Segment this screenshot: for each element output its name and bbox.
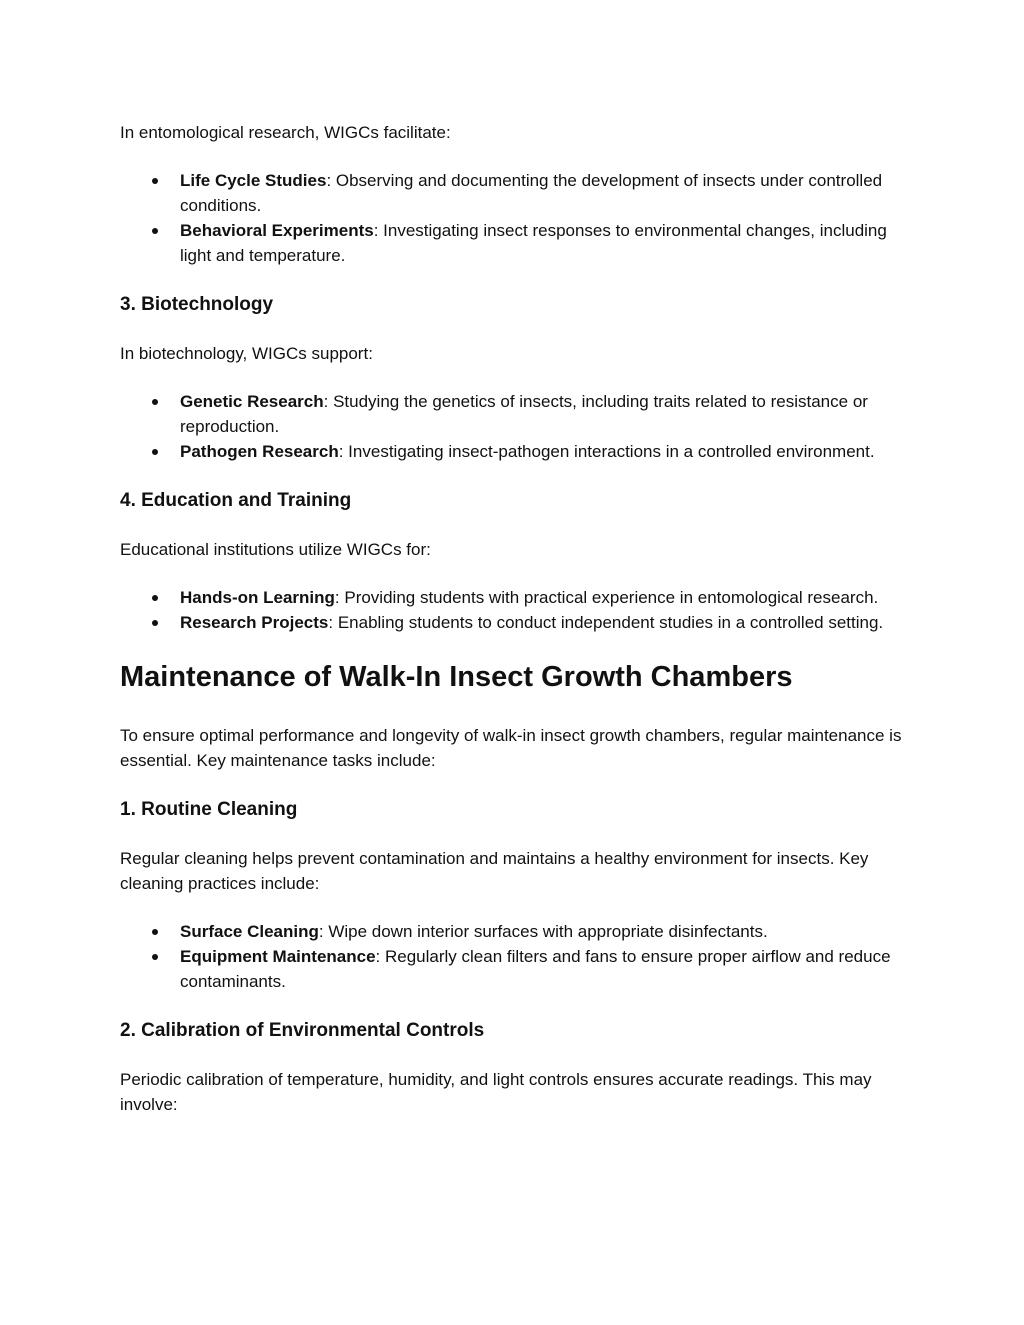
list-item-desc: : Investigating insect responses to environmental changes, including light and temperature.: [180, 221, 887, 265]
list-item: [120, 944, 910, 994]
list-item-term: Life Cycle Studies: [180, 171, 327, 190]
list-item-desc: : Wipe down interior surfaces with appropriate disinfectants.: [318, 922, 768, 941]
list-item: [120, 919, 910, 944]
document-page: [120, 120, 910, 1117]
list-item: [120, 389, 910, 439]
list-item-term: Research Projects: [180, 613, 329, 632]
cleaning-intro: Regular cleaning helps prevent contamination and maintains a healthy environment for insects. Key cleaning practices include:: [120, 849, 869, 893]
list-item-term: Behavioral Experiments: [180, 221, 374, 240]
education-heading: 4. Education and Training: [120, 490, 352, 511]
list-item-term: Hands-on Learning: [180, 588, 335, 607]
list-item-desc: : Studying the genetics of insects, including traits related to resistance or reproduction.: [180, 392, 868, 436]
entomology-list: [120, 168, 910, 268]
calibration-heading: 2. Calibration of Environmental Controls: [120, 1020, 485, 1041]
cleaning-list: [120, 919, 910, 994]
list-item-term: Genetic Research: [180, 392, 324, 411]
education-list: [120, 585, 910, 635]
list-item-term: Equipment Maintenance: [180, 947, 376, 966]
list-item-term: Pathogen Research: [180, 442, 339, 461]
list-item-desc: : Enabling students to conduct independent studies in a controlled setting.: [328, 613, 884, 632]
list-item: [120, 218, 910, 268]
list-item-desc: : Regularly clean filters and fans to ensure proper airflow and reduce contaminants.: [180, 947, 891, 991]
list-item: [120, 585, 910, 610]
biotech-list: [120, 389, 910, 464]
entomology-intro: In entomological research, WIGCs facilitate:: [120, 123, 451, 142]
maintenance-intro: To ensure optimal performance and longevity of walk-in insect growth chambers, regular maintenance is essential. Key maintenance tasks include:: [120, 726, 902, 770]
list-item-desc: : Observing and documenting the development of insects under controlled conditions.: [180, 171, 883, 215]
cleaning-heading: 1. Routine Cleaning: [120, 799, 298, 820]
biotech-intro: In biotechnology, WIGCs support:: [120, 344, 373, 363]
calibration-intro: Periodic calibration of temperature, humidity, and light controls ensures accurate readings. This may involve:: [120, 1070, 872, 1114]
list-item-desc: : Investigating insect-pathogen interactions in a controlled environment.: [338, 442, 875, 461]
list-item: [120, 610, 910, 635]
maintenance-heading: Maintenance of Walk-In Insect Growth Chambers: [120, 661, 793, 693]
list-item-term: Surface Cleaning: [180, 922, 319, 941]
list-item: [120, 168, 910, 218]
biotech-heading: 3. Biotechnology: [120, 294, 274, 315]
list-item-desc: : Providing students with practical experience in entomological research.: [334, 588, 879, 607]
list-item: [120, 439, 910, 464]
education-intro: Educational institutions utilize WIGCs for:: [120, 540, 431, 559]
